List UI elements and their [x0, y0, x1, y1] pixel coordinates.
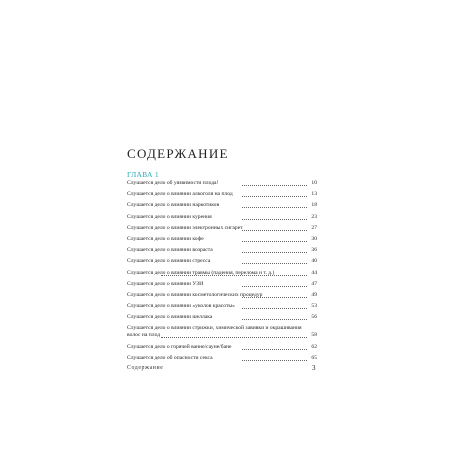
toc-entry-title: Слушается дело о влиянии травмы (падения, перелома и т. д.)	[127, 269, 275, 276]
toc-title: СОДЕРЖАНИЕ	[127, 146, 229, 161]
toc-entry	[127, 281, 317, 288]
toc-entry-title: Слушается дело о горячей ванне/сауне/бане	[127, 343, 232, 350]
toc-entry	[127, 355, 317, 362]
toc-entry	[127, 225, 317, 232]
toc-entry-page: 62	[311, 343, 317, 350]
toc-entry-title: Слушается дело о влиянии курения	[127, 213, 212, 220]
toc-entry	[127, 292, 317, 299]
toc-entry	[127, 314, 317, 321]
toc-entry-page: 44	[311, 269, 317, 276]
dot-leader	[242, 349, 307, 350]
toc-entry-page: 40	[311, 258, 317, 265]
dot-leader	[242, 252, 307, 253]
toc-entry-page: 58	[311, 332, 317, 339]
toc-entry-title: Слушается дело о влиянии наркотиков	[127, 202, 220, 209]
toc-entry	[127, 325, 317, 339]
toc-entry-page: 18	[311, 202, 317, 209]
dot-leader	[242, 219, 307, 220]
toc-entry-title: Слушается дело о влиянии стрижки, химической завивки и окрашивания волос на плод	[127, 325, 302, 339]
toc-entry-page: 13	[311, 191, 317, 198]
toc-entry-page: 30	[311, 235, 317, 242]
toc-entry	[127, 236, 317, 243]
toc-entry-title: Слушается дело о влиянии УЗИ	[127, 280, 204, 287]
toc-entry	[127, 214, 317, 221]
toc-entry-title: Слушается дело об опасности секса	[127, 354, 213, 361]
toc-entry-title: Слушается дело о влиянии электронных сигарет	[127, 224, 243, 231]
toc-entry-page: 10	[311, 180, 317, 186]
dot-leader	[161, 275, 307, 276]
toc-entry-title: Слушается дело о влиянии стресса	[127, 258, 211, 265]
running-footer: Содержание	[127, 365, 164, 371]
toc-entry-page: 49	[311, 291, 317, 298]
dot-leader	[242, 207, 307, 208]
toc-list	[127, 180, 317, 366]
dot-leader	[161, 337, 307, 338]
toc-entry	[127, 180, 317, 187]
toc-entry	[127, 270, 317, 277]
toc-entry	[127, 344, 317, 351]
dot-leader	[242, 308, 307, 309]
toc-entry-title: Слушается дело о влиянии алкоголя на плод	[127, 191, 233, 198]
toc-entry-page: 56	[311, 314, 317, 321]
dot-leader	[242, 319, 307, 320]
dot-leader	[242, 241, 307, 242]
toc-entry-page: 36	[311, 247, 317, 254]
chapter-heading: ГЛАВА 1	[127, 170, 159, 179]
toc-entry	[127, 258, 317, 265]
toc-entry-page: 65	[311, 354, 317, 361]
toc-entry-page: 53	[311, 303, 317, 310]
dot-leader	[242, 263, 307, 264]
toc-entry-title: Слушается дело о влиянии кофе	[127, 235, 204, 242]
toc-entry-title: Слушается дело о влиянии косметологических процедур	[127, 291, 263, 298]
dot-leader	[242, 230, 307, 231]
toc-entry	[127, 191, 317, 198]
toc-entry	[127, 303, 317, 310]
page-number: 3	[312, 364, 316, 372]
dot-leader	[242, 297, 307, 298]
toc-entry-title: Слушается дело об уязвимости плода!	[127, 180, 219, 186]
toc-entry-title: Слушается дело о влиянии возраста	[127, 247, 213, 254]
dot-leader	[242, 196, 307, 197]
toc-entry	[127, 247, 317, 254]
toc-entry-page: 27	[311, 224, 317, 231]
dot-leader	[242, 185, 307, 186]
dot-leader	[242, 360, 307, 361]
toc-entry-page: 23	[311, 213, 317, 220]
toc-entry	[127, 202, 317, 209]
toc-entry-page: 47	[311, 280, 317, 287]
toc-entry-title: Слушается дело о влиянии шеллака	[127, 314, 213, 321]
toc-entry-title: Слушается дело о влиянии «уколов красоты»	[127, 303, 235, 310]
dot-leader	[242, 286, 307, 287]
